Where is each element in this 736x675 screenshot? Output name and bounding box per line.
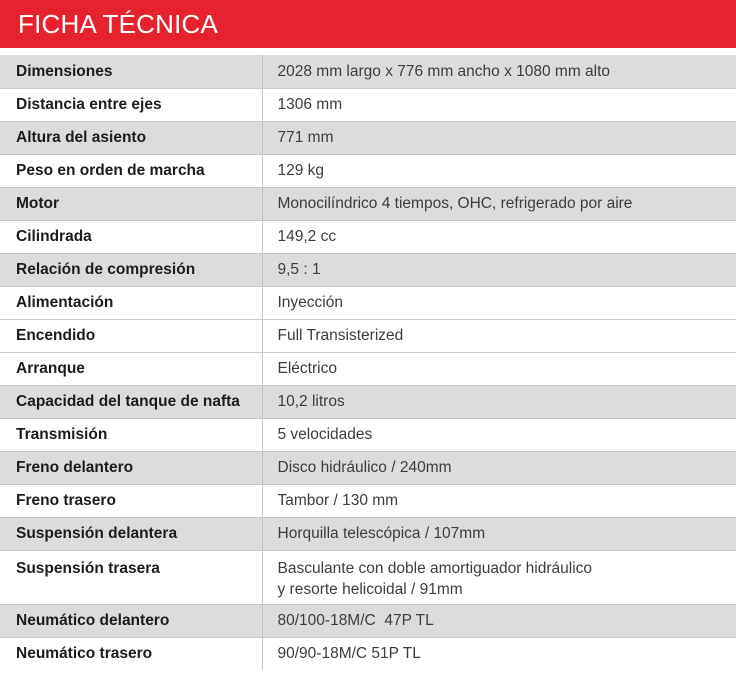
spec-label: Neumático delantero bbox=[0, 604, 262, 637]
table-row bbox=[0, 484, 736, 517]
table-row bbox=[0, 88, 736, 121]
spec-label: Encendido bbox=[0, 319, 262, 352]
spec-value: 149,2 cc bbox=[262, 220, 736, 253]
spec-value: Disco hidráulico / 240mm bbox=[262, 451, 736, 484]
spec-value: Horquilla telescópica / 107mm bbox=[262, 517, 736, 550]
table-row bbox=[0, 319, 736, 352]
spec-label: Suspensión delantera bbox=[0, 517, 262, 550]
table-row bbox=[0, 352, 736, 385]
spec-value bbox=[262, 550, 736, 604]
spec-label: Dimensiones bbox=[0, 55, 262, 88]
spec-value-line: y resorte helicoidal / 91mm bbox=[277, 580, 463, 598]
spec-label: Altura del asiento bbox=[0, 121, 262, 154]
table-row bbox=[0, 604, 736, 637]
spec-value: 80/100-18M/C 47P TL bbox=[262, 604, 736, 637]
spec-label: Cilindrada bbox=[0, 220, 262, 253]
spec-value: 129 kg bbox=[262, 154, 736, 187]
spec-value: 90/90-18M/C 51P TL bbox=[277, 645, 421, 663]
spec-label: Suspensión trasera bbox=[0, 550, 262, 604]
spec-value-line: Basculante con doble amortiguador hidráulico bbox=[277, 559, 593, 577]
table-row bbox=[0, 220, 736, 253]
spec-value: 10,2 litros bbox=[262, 385, 736, 418]
spec-table bbox=[0, 55, 736, 670]
table-row bbox=[0, 154, 736, 187]
spec-value: 2028 mm largo x 776 mm ancho x 1080 mm alto bbox=[262, 55, 736, 88]
spec-label: Freno delantero bbox=[0, 451, 262, 484]
table-row bbox=[0, 385, 736, 418]
spec-label: Transmisión bbox=[0, 418, 262, 451]
table-row bbox=[0, 55, 736, 88]
spec-label: Peso en orden de marcha bbox=[0, 154, 262, 187]
spec-value: 771 mm bbox=[262, 121, 736, 154]
table-row bbox=[0, 451, 736, 484]
spec-value: 5 velocidades bbox=[262, 418, 736, 451]
spec-value: Eléctrico bbox=[262, 352, 736, 385]
table-row bbox=[0, 418, 736, 451]
spec-label: Arranque bbox=[0, 352, 262, 385]
spec-value: Inyección bbox=[262, 286, 736, 319]
spec-label: Alimentación bbox=[0, 286, 262, 319]
table-row bbox=[0, 637, 736, 670]
table-row bbox=[0, 550, 736, 604]
spec-value: Tambor / 130 mm bbox=[262, 484, 736, 517]
spec-value: 1306 mm bbox=[262, 88, 736, 121]
table-row bbox=[0, 187, 736, 220]
spec-value: Monocilíndrico 4 tiempos, OHC, refrigerado por aire bbox=[262, 187, 736, 220]
spec-value: 9,5 : 1 bbox=[262, 253, 736, 286]
spec-label: Motor bbox=[0, 187, 262, 220]
spec-label: Neumático trasero bbox=[0, 637, 262, 670]
table-row bbox=[0, 121, 736, 154]
page-title: FICHA TÉCNICA bbox=[0, 0, 736, 48]
spec-value: Full Transisterized bbox=[262, 319, 736, 352]
table-row bbox=[0, 286, 736, 319]
spec-label: Freno trasero bbox=[0, 484, 262, 517]
table-row bbox=[0, 517, 736, 550]
table-row bbox=[0, 253, 736, 286]
spec-label: Distancia entre ejes bbox=[0, 88, 262, 121]
spec-label: Capacidad del tanque de nafta bbox=[0, 385, 262, 418]
spec-label: Relación de compresión bbox=[0, 253, 262, 286]
